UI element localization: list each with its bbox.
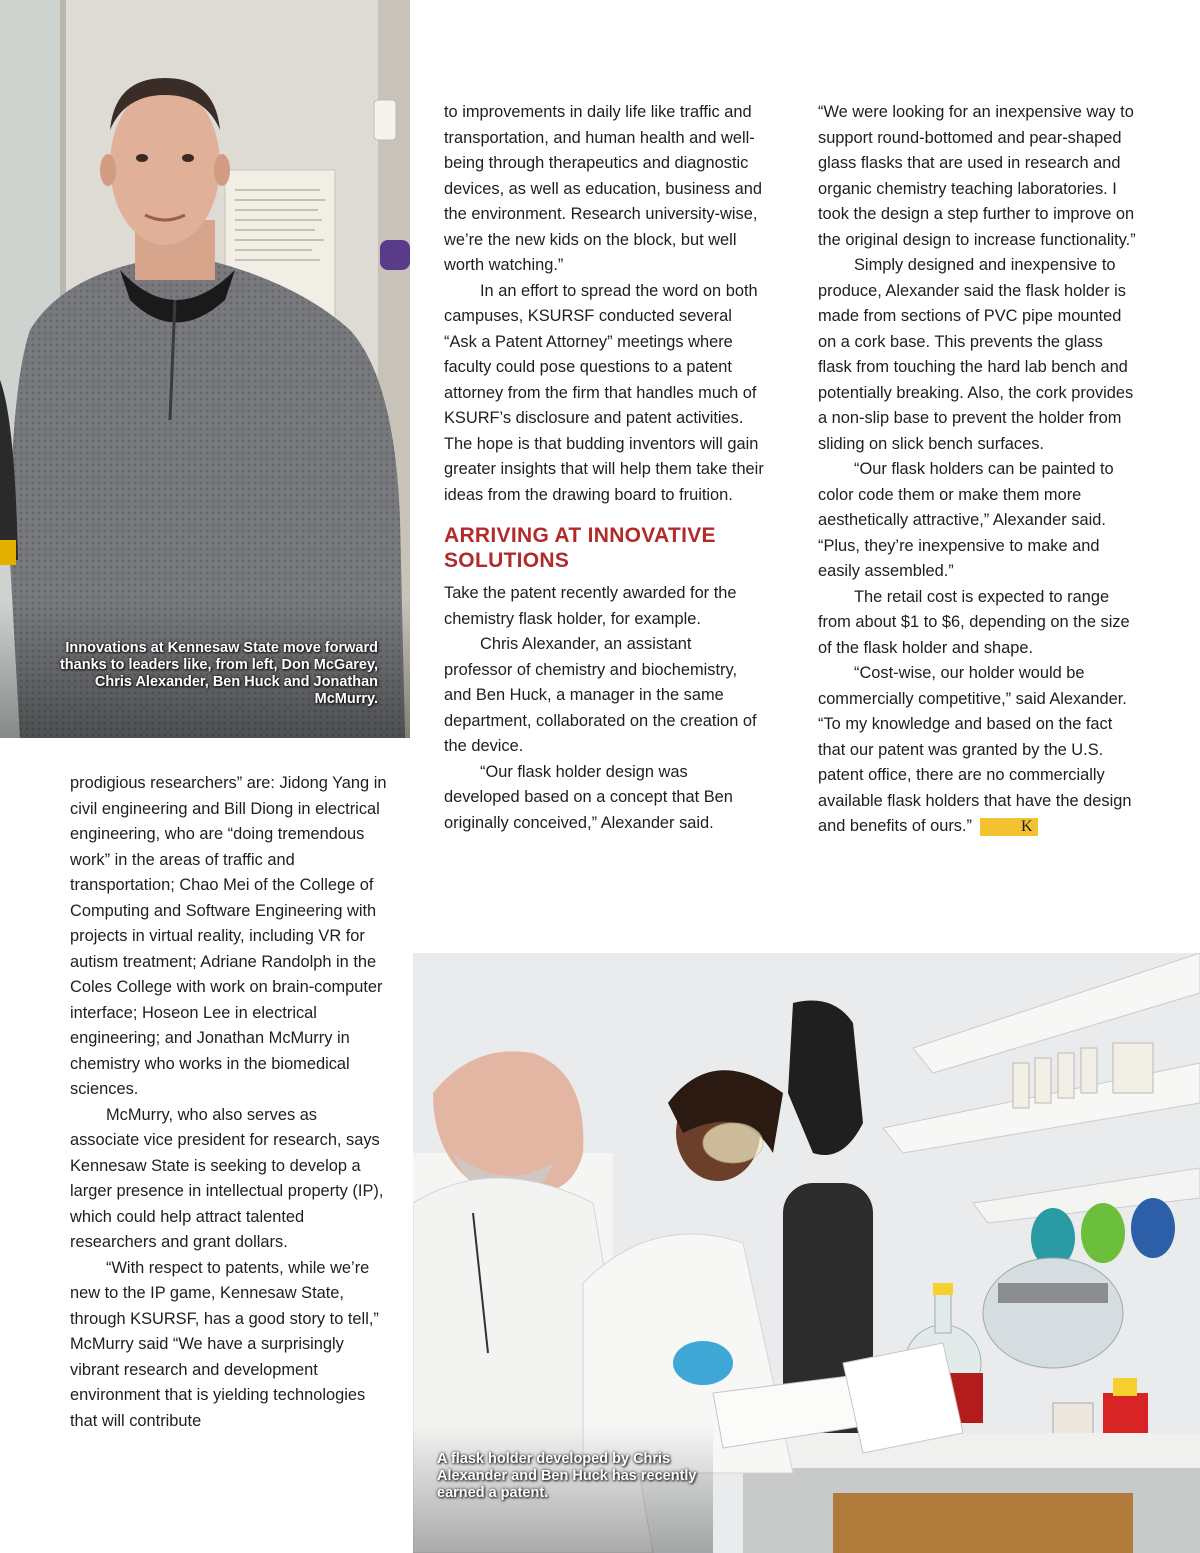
paragraph: The retail cost is expected to range from about $1 to $6, depending on the size of the flask holder and shape. (818, 587, 1130, 657)
article-column-3 (818, 100, 1136, 840)
paragraph-text: “Cost-wise, our holder would be commercially competitive,” said Alexander. “To my knowledge and based on the fact that our patent was granted by the U.S. patent office, there are no commercially available flask holders that have the design and benefits of ours.” (818, 664, 1132, 835)
paragraph: In an effort to spread the word on both campuses, KSURSF conducted several “Ask a Patent Attorney” meetings where faculty could pose questions to a patent attorney from the firm that handles much of KSURF’s disclosure and patent activities. The hope is that budding inventors will gain greater insights that will help them take their ideas from the drawing board to fruition. (444, 281, 764, 504)
photo-researcher-portrait (0, 0, 410, 738)
article-column-1 (70, 771, 388, 1434)
paragraph: Simply designed and inexpensive to produce, Alexander said the flask holder is made from sections of PVC pipe mounted on a cork base. This prevents the glass flask from touching the hard lab bench and potentially breaking. Also, the cork provides a non-slip base to prevent the holder from sliding on slick bench surfaces. (818, 256, 1134, 453)
paragraph: “Our flask holders can be painted to color code them or make them more aesthetically attractive,” Alexander said. “Plus, they’re inexpensive to make and easily assembled.” (818, 460, 1114, 580)
paragraph: McMurry, who also serves as associate vice president for research, says Kennesaw State is seeking to develop a larger presence in intellectual property (IP), which could help attract talented researchers and grant dollars. (70, 1105, 384, 1251)
portrait-illustration (0, 0, 410, 738)
article-column-2 (444, 100, 764, 836)
paragraph: “Our flask holder design was developed based on a concept that Ben originally conceived,” Alexander said. (444, 762, 733, 832)
section-heading: ARRIVING AT INNOVATIVE SOLUTIONS (444, 524, 716, 572)
paragraph: Chris Alexander, an assistant professor of chemistry and biochemistry, and Ben Huck, a manager in the same department, collaborated on the creation of the device. (444, 635, 757, 755)
photo-caption-top: Innovations at Kennesaw State move forward thanks to leaders like, from left, Don McGarey, Chris Alexander, Ben Huck and Jonathan McMurry. (59, 640, 378, 707)
paragraph: “With respect to patents, while we’re new to the IP game, Kennesaw State, through KSURSF, has a good story to tell,” McMurry said “We have a surprisingly vibrant research and development environment that is yielding technologies that will contribute (70, 1258, 379, 1430)
paragraph: prodigious researchers” are: Jidong Yang in civil engineering and Bill Diong in electrical engineering, who are “doing tremendous work” in the areas of traffic and transportation; Chao Mei of the College of Computing and Software Engineering with projects in virtual reality, including VR for autism treatment; Adriane Randolph in the Coles College with work on brain-computer interface; Hoseon Lee in electrical engineering; and Jonathan McMurry in chemistry who works in the biomedical sciences. (70, 774, 387, 1098)
paragraph: to improvements in daily life like traffic and transportation, and human health and well-being through therapeutics and diagnostic devices, as well as education, business and the environment. Research university-wise, we’re the new kids on the block, but well worth watching.” (444, 103, 762, 274)
paragraph: Take the patent recently awarded for the chemistry flask holder, for example. (444, 584, 737, 628)
paragraph: “We were looking for an inexpensive way to support round-bottomed and pear-shaped glass flasks that are used in research and organic chemistry teaching laboratories. I took the design a step further to improve on the original design to increase functionality.” (818, 103, 1136, 249)
photo-lab-scene (413, 953, 1200, 1553)
end-mark-icon: K (980, 818, 1038, 836)
photo-caption-bottom: A flask holder developed by Chris Alexander and Ben Huck has recently earned a patent. (437, 1451, 697, 1501)
paragraph-final (818, 661, 1136, 840)
